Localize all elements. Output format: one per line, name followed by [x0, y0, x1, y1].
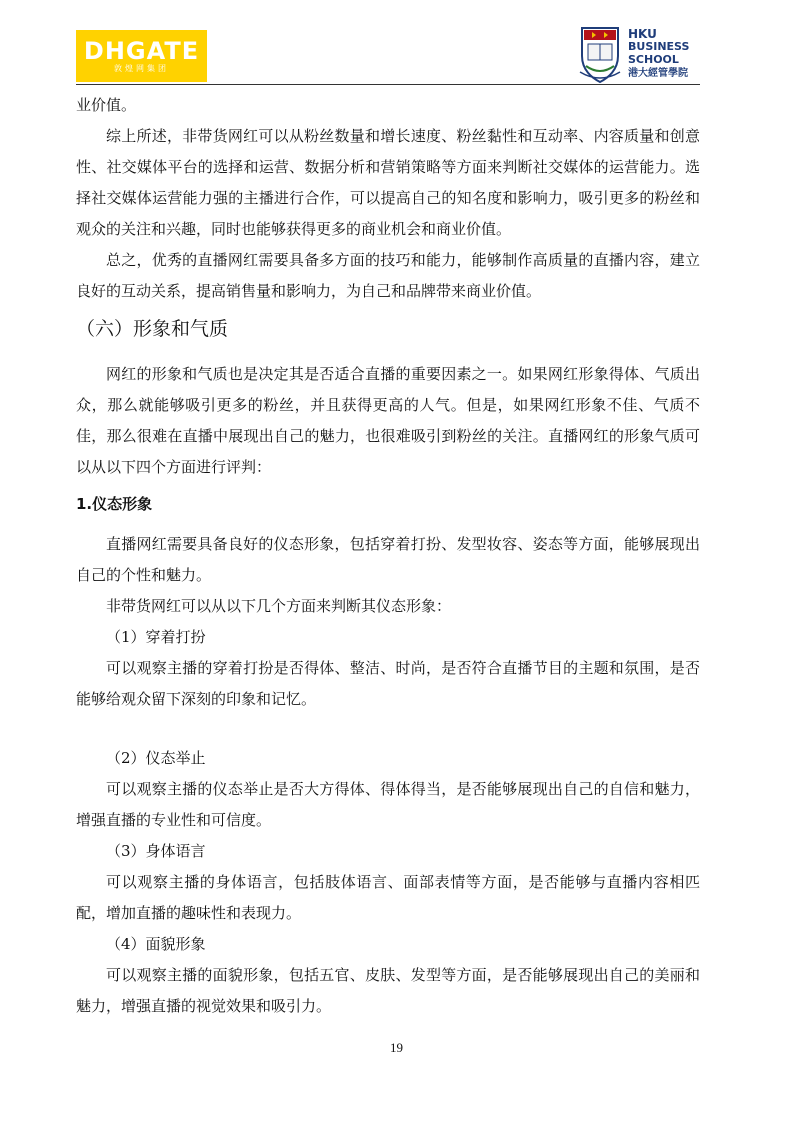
hku-crest-icon — [578, 26, 622, 84]
hku-business-school-logo — [578, 26, 700, 84]
list-item-text: 可以观察主播的仪态举止是否大方得体、得体得当，是否能够展现出自己的自信和魅力，增强直播的专业性和可信度。 — [76, 780, 700, 829]
dhgate-logo-subtext: 敦煌网集团 — [114, 64, 169, 73]
paragraph-continued: 业价值。 — [76, 96, 137, 114]
page-number: 19 — [390, 1040, 403, 1055]
list-item-title: （3）身体语言 — [106, 842, 206, 860]
paragraph-posture-criteria: 非带货网红可以从以下几个方面来判断其仪态形象： — [106, 597, 452, 615]
document-body — [76, 90, 700, 1022]
subsection-heading: 1.仪态形象 — [76, 495, 153, 513]
section-heading: （六）形象和气质 — [76, 318, 229, 340]
hku-logo-line3: SCHOOL — [628, 53, 679, 66]
header-divider — [76, 84, 700, 85]
hku-logo-line1: HKU — [628, 27, 657, 41]
paragraph-posture-intro: 直播网红需要具备良好的仪态形象，包括穿着打扮、发型妆容、姿态等方面，能够展现出自己的个性和魅力。 — [76, 535, 700, 584]
list-item-text: 可以观察主播的穿着打扮是否得体、整洁、时尚，是否符合直播节目的主题和氛围，是否能够给观众留下深刻的印象和记忆。 — [76, 659, 700, 708]
list-item-text: 可以观察主播的面貌形象，包括五官、皮肤、发型等方面，是否能够展现出自己的美丽和魅力，增强直播的视觉效果和吸引力。 — [76, 966, 700, 1015]
page-header — [76, 24, 700, 86]
dhgate-logo — [76, 30, 207, 82]
list-item-text: 可以观察主播的身体语言，包括肢体语言、面部表情等方面，是否能够与直播内容相匹配，增加直播的趣味性和表现力。 — [76, 873, 700, 922]
list-item-title: （4）面貌形象 — [106, 935, 206, 953]
list-item-title: （1）穿着打扮 — [106, 628, 206, 646]
paragraph-image-intro: 网红的形象和气质也是决定其是否适合直播的重要因素之一。如果网红形象得体、气质出众，那么就能够吸引更多的粉丝，并且获得更高的人气。但是，如果网红形象不佳、气质不佳，那么很难在直播中展现出自己的魅力，也很难吸引到粉丝的关注。直播网红的形象气质可以从以下四个方面进行评判： — [76, 365, 700, 476]
hku-logo-line4: 港大經管學院 — [628, 68, 688, 79]
paragraph-summary: 综上所述，非带货网红可以从粉丝数量和增长速度、粉丝黏性和互动率、内容质量和创意性、社交媒体平台的选择和运营、数据分析和营销策略等方面来判断社交媒体的运营能力。选择社交媒体运营能力强的主播进行合作，可以提高自己的知名度和影响力，吸引更多的粉丝和观众的关注和兴趣，同时也能够获得更多的商业机会和商业价值。 — [76, 127, 700, 238]
paragraph-conclusion: 总之，优秀的直播网红需要具备多方面的技巧和能力，能够制作高质量的直播内容，建立良好的互动关系，提高销售量和影响力，为自己和品牌带来商业价值。 — [76, 251, 700, 300]
hku-logo-line2: BUSINESS — [628, 40, 690, 53]
dhgate-logo-text: DHGATE — [83, 37, 200, 65]
list-item-title: （2）仪态举止 — [106, 749, 206, 767]
